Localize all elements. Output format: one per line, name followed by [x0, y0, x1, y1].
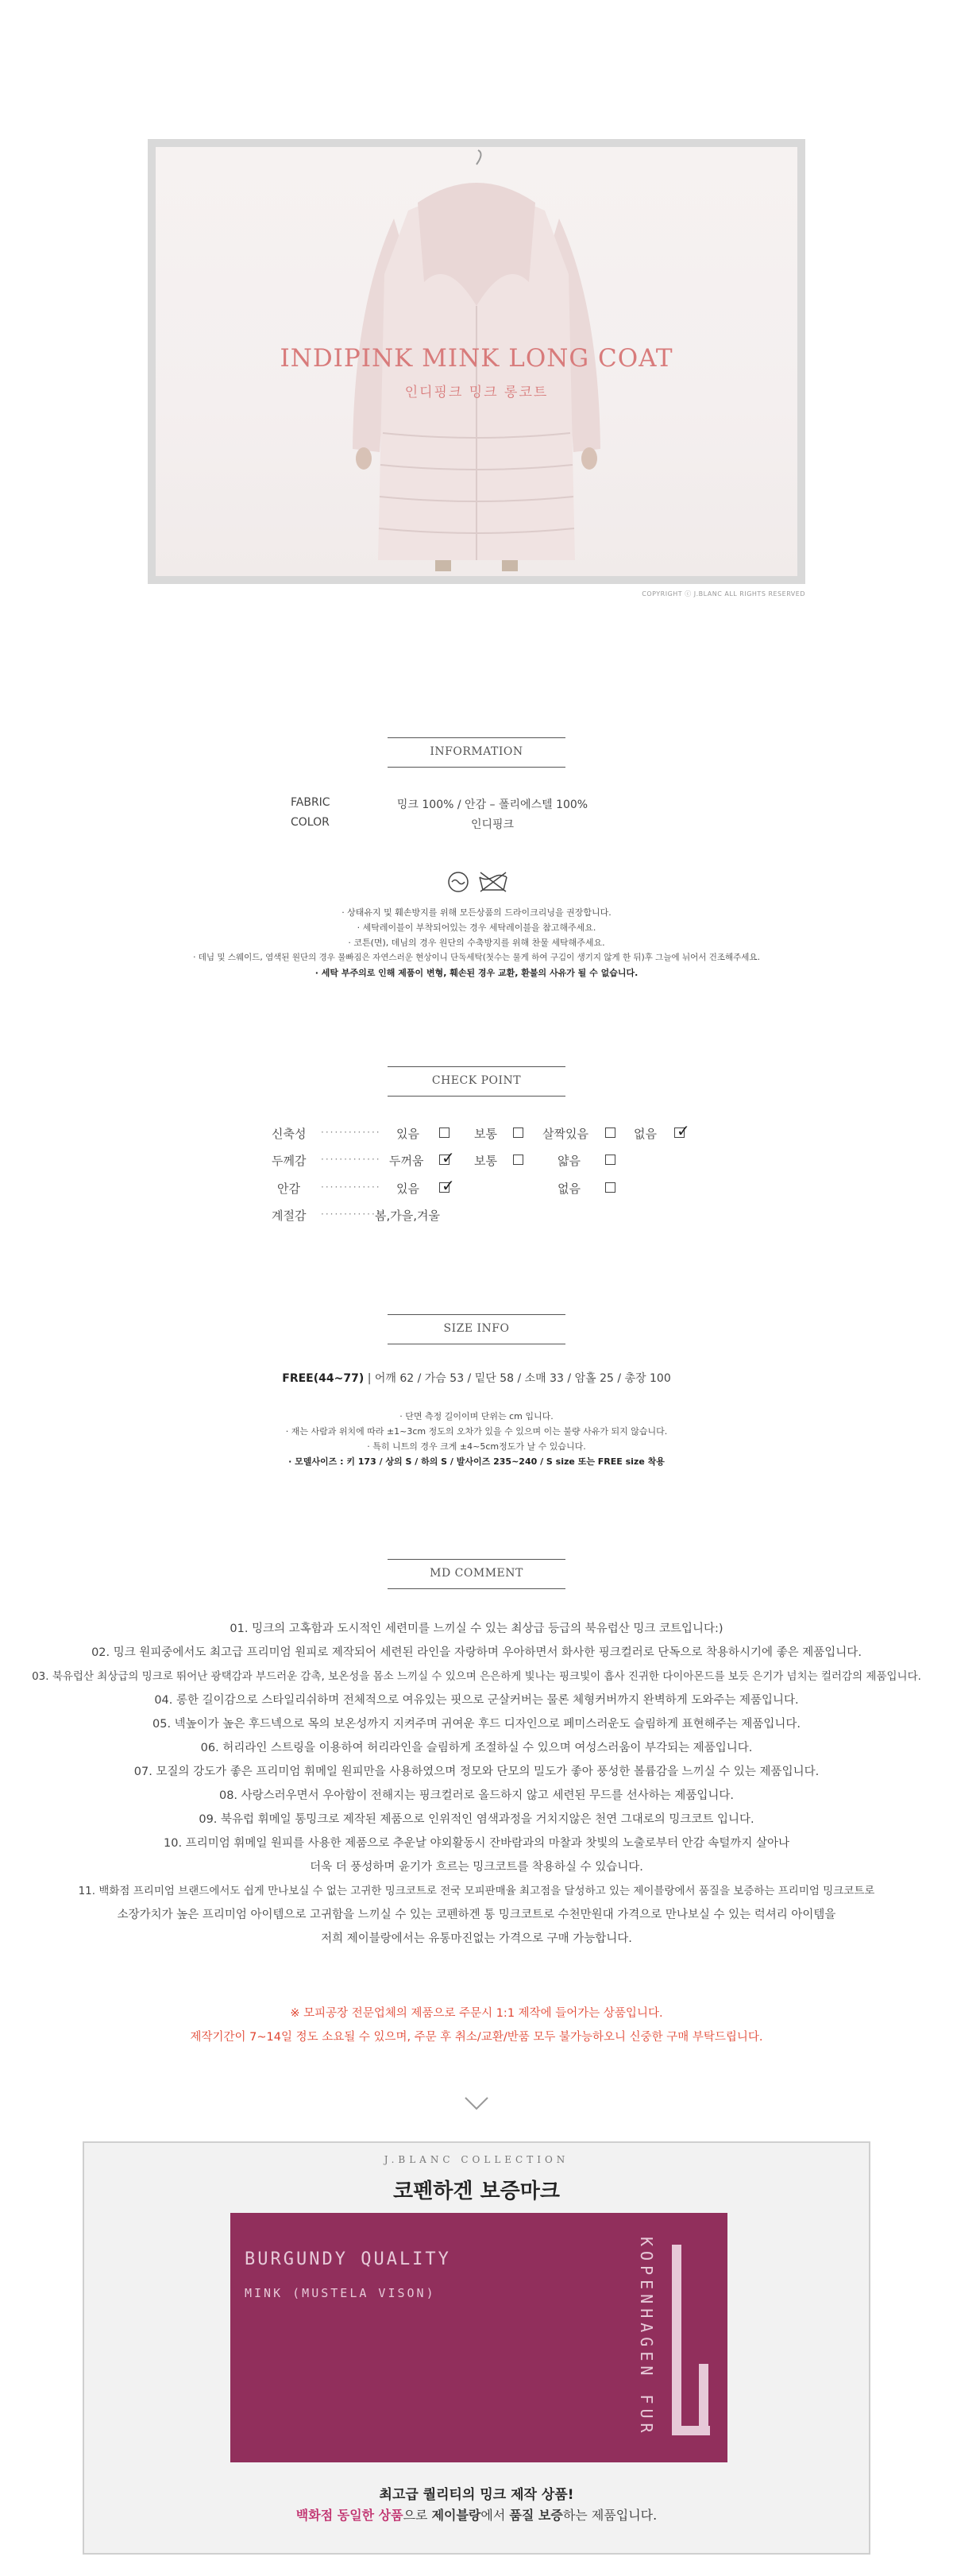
stretch-checkbox-none[interactable] [674, 1121, 690, 1140]
md-line-3: 03. 북유럽산 최상급의 밍크로 뛰어난 광택감과 부드러운 감촉, 보온성을 몸소 느끼실 수 있으며 은은하게 빛나는 핑크빛이 흡사 진귀한 다이아몬드를 보듯 은기가 넘치는 컬러감의 제품입니다. [32, 1670, 921, 1683]
thickness-dots: ············· [321, 1154, 381, 1165]
thickness-label: 두께감 [272, 1154, 307, 1168]
label-line-1: BURGUNDY QUALITY [245, 2249, 451, 2269]
product-photo [156, 147, 797, 576]
stretch-option-slight: 살짝있음 [542, 1127, 588, 1141]
label-line-2: MINK (MUSTELA VISON) [245, 2286, 436, 2300]
color-label: COLOR [291, 816, 330, 829]
hand-wash-icon [447, 871, 469, 896]
caption-text-c: 하는 제품입니다. [562, 2508, 658, 2523]
product-title: INDIPINK MINK LONG COAT [280, 344, 673, 373]
care-note-3: · 코튼(면), 데님의 경우 원단의 수축방지를 위해 찬물 세탁해주세요. [348, 938, 605, 948]
care-note-1: · 상태유지 및 훼손방지를 위해 모든상품의 드라이크리닝을 권장합니다. [341, 907, 612, 918]
thickness-option-normal: 보통 [474, 1154, 497, 1168]
stretch-option-yes: 있음 [396, 1127, 419, 1141]
caption-line-2 [84, 2505, 869, 2524]
size-note-1: · 단면 측정 길이이며 단위는 cm 입니다. [399, 1411, 554, 1421]
caption-line-1: 최고급 퀄리티의 밍크 제작 상품! [379, 2487, 574, 2503]
collection-eyebrow: J.BLANC COLLECTION [384, 2154, 569, 2165]
md-line-12: 11. 백화점 프리미엄 브랜드에서도 쉽게 만나보실 수 없는 고귀한 밍크코트로 전국 모피판매율 최고점을 달성하고 있는 제이블랑에서 품질을 보증하는 프리미엄 밍크코트로 [78, 1885, 875, 1897]
kopenhagen-label-image [230, 2213, 727, 2462]
md-comment-heading: MD COMMENT [388, 1559, 565, 1589]
caption-text-b: 에서 [480, 2508, 510, 2523]
product-subtitle: 인디핑크 밍크 롱코트 [404, 385, 549, 400]
thickness-checkbox-thick[interactable] [439, 1148, 455, 1167]
stretch-option-normal: 보통 [474, 1127, 497, 1141]
caption-brand: 제이블랑 [431, 2508, 481, 2523]
check-point-heading: CHECK POINT [388, 1066, 565, 1097]
color-value: 인디핑크 [470, 818, 515, 831]
fabric-value: 밍크 100% / 안감 – 폴리에스텔 100% [396, 799, 588, 811]
check-mark-icon: ✓ [677, 1121, 690, 1140]
thickness-checkbox-thin[interactable] [605, 1155, 615, 1165]
kopenhagen-guarantee-box [83, 2141, 870, 2555]
lining-checkbox-no[interactable] [605, 1182, 615, 1193]
stretch-label: 신축성 [272, 1127, 307, 1141]
caption-highlight-dept: 백화점 동일한 상품 [295, 2508, 403, 2523]
season-dots: ············· [321, 1209, 381, 1220]
lining-option-yes: 있음 [396, 1182, 419, 1196]
md-line-5: 05. 넥높이가 높은 후드넥으로 목의 보온성까지 지켜주며 귀여운 후드 디자인으로 페미스러운도 슬림하게 표현해주는 제품입니다. [152, 1718, 801, 1731]
md-line-11: 더욱 더 풍성하며 윤기가 흐르는 밍크코트를 착용하실 수 있습니다. [310, 1861, 643, 1874]
no-wash-icon [477, 871, 509, 896]
size-label: FREE(44~77) [282, 1372, 365, 1385]
lining-label: 안감 [277, 1182, 300, 1196]
size-row [0, 1370, 953, 1386]
md-line-9: 09. 북유럽 휘메일 통밍크로 제작된 제품으로 인위적인 염색과정을 거치지않은 천연 그대로의 밍크코트 입니다. [199, 1813, 754, 1826]
label-vertical-text: KOPENHAGEN FUR [637, 2237, 656, 2438]
kopenhagen-logo-mark [230, 2213, 727, 2462]
thickness-checkbox-normal[interactable] [513, 1155, 523, 1165]
care-note-4: · 데님 및 스웨이드, 염색된 원단의 경우 물빠짐은 자연스러운 현상이니 단독세탁(첫수는 물게 하여 구김이 생기지 않게 한 뒤)후 그늘에 뉘어서 건조해주세요. [193, 953, 760, 962]
size-note-3: · 특히 니트의 경우 크게 ±4~5cm정도가 날 수 있습니다. [367, 1441, 586, 1452]
check-mark-icon: ✓ [442, 1148, 455, 1167]
size-note-2: · 재는 사람과 위치에 따라 ±1~3cm 정도의 오차가 있을 수 있으며 이는 불량 사유가 되지 않습니다. [285, 1426, 668, 1437]
md-line-1: 01. 밍크의 고혹함과 도시적인 세련미를 느끼실 수 있는 최상급 등급의 북유럽산 밍크 코트입니다:) [230, 1623, 723, 1635]
lining-checkbox-yes[interactable] [439, 1176, 455, 1195]
thickness-option-thin: 얇음 [558, 1154, 581, 1168]
size-detail: | 어깨 62 / 가슴 53 / 밑단 58 / 소매 33 / 암홀 25 / 총장 100 [367, 1372, 671, 1385]
lining-dots: ············· [321, 1182, 381, 1193]
lining-option-no: 없음 [558, 1182, 581, 1196]
caption-guarantee: 품질 보증 [509, 2508, 563, 2523]
stretch-option-none: 없음 [634, 1127, 657, 1141]
caption-text-a: 으로 [403, 2508, 432, 2523]
care-note-5: · 세탁 부주의로 인해 제품이 변형, 훼손된 경우 교환, 환불의 사유가 될 수 없습니다. [314, 968, 639, 978]
season-value: 봄,가을,겨울 [375, 1209, 440, 1223]
stretch-dots: ············· [321, 1127, 381, 1138]
md-line-8: 08. 사랑스러우면서 우아함이 전해지는 핑크컬러로 올드하지 않고 세련된 무드를 선사하는 제품입니다. [218, 1789, 735, 1802]
season-label: 계절감 [272, 1209, 307, 1223]
check-mark-icon: ✓ [442, 1176, 455, 1195]
size-info-heading: SIZE INFO [388, 1314, 565, 1344]
order-notice-1: ※ 모피공장 전문업체의 제품으로 주문시 1:1 제작에 들어가는 상품입니다. [290, 2007, 663, 2020]
chevron-down-icon [464, 2096, 489, 2114]
md-line-2: 02. 밍크 원피중에서도 최고급 프리미엄 원피로 제작되어 세련된 라인을 자랑하며 우아하면서 화사한 핑크컬러로 단독으로 착용하시기에 좋은 제품입니다. [91, 1646, 862, 1659]
copyright-note: COPYRIGHT ⓒ J.BLANC ALL RIGHTS RESERVED [642, 590, 805, 598]
thickness-option-thick: 두꺼움 [389, 1154, 424, 1168]
md-line-13: 소장가치가 높은 프리미엄 아이템으로 고귀함을 느끼실 수 있는 코펜하겐 통 밍크코트로 수천만원대 가격으로 만나보실 수 있는 럭셔리 아이템을 [117, 1909, 836, 1921]
stretch-checkbox-yes[interactable] [439, 1127, 449, 1138]
stretch-checkbox-slight[interactable] [605, 1127, 615, 1138]
fabric-label: FABRIC [291, 796, 330, 809]
order-notice-2: 제작기간이 7~14일 정도 소요될 수 있으며, 주문 후 취소/교환/반품 모두 불가능하오니 신중한 구매 부탁드립니다. [190, 2031, 763, 2044]
size-note-4: · 모델사이즈 : 키 173 / 상의 S / 하의 S / 발사이즈 235~240 / S size 또는 FREE size 착용 [288, 1456, 665, 1467]
md-line-10: 10. 프리미엄 휘메일 원피를 사용한 제품으로 추운날 야외활동시 잔바람과의 마찰과 찻빛의 노출로부터 안감 속털까지 살아나 [164, 1837, 789, 1850]
md-line-4: 04. 롱한 길이감으로 스타일리쉬하며 전체적으로 여유있는 핏으로 군살커버는 물론 체형커버까지 완벽하게 도와주는 제품입니다. [154, 1694, 799, 1707]
md-line-7: 07. 모질의 강도가 좋은 프리미엄 휘메일 원피만을 사용하였으며 정모와 단모의 밀도가 좋아 풍성한 볼륨감을 느끼실 수 있는 제품입니다. [133, 1766, 820, 1778]
hero-image-frame [148, 139, 805, 584]
information-heading: INFORMATION [388, 737, 565, 768]
md-line-6: 06. 허리라인 스트링을 이용하여 허리라인을 슬림하게 조절하실 수 있으며 여성스러움이 부각되는 제품입니다. [200, 1742, 753, 1754]
md-line-14: 저희 제이블랑에서는 유통마진없는 가격으로 구매 가능합니다. [321, 1932, 632, 1945]
collection-title: 코펜하겐 보증마크 [393, 2180, 560, 2203]
care-note-2: · 세탁레이블이 부착되어있는 경우 세탁레이블을 참고해주세요. [357, 922, 596, 933]
stretch-checkbox-normal[interactable] [513, 1127, 523, 1138]
